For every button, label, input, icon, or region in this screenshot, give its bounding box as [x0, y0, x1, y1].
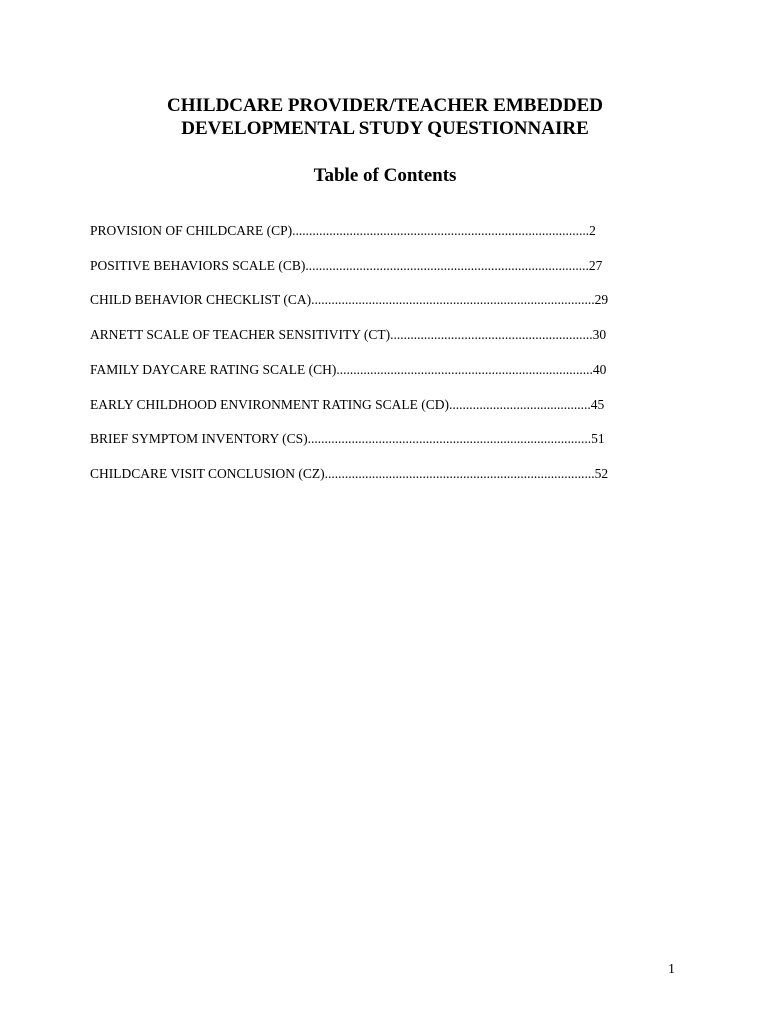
toc-heading: Table of Contents: [313, 165, 457, 186]
page-number: 1: [668, 962, 675, 977]
toc-entry-childcare-visit-conclusion[interactable]: CHILDCARE VISIT CONCLUSION (CZ)................................................................................52: [90, 466, 609, 481]
toc-entry-brief-symptom-inventory[interactable]: BRIEF SYMPTOM INVENTORY (CS)....................................................................................51: [90, 431, 605, 446]
toc-entry-early-childhood-environment-rating-scale[interactable]: EARLY CHILDHOOD ENVIRONMENT RATING SCALE (CD)..........................................45: [90, 397, 605, 412]
toc-entry-provision-of-childcare[interactable]: PROVISION OF CHILDCARE (CP)........................................................................................2: [90, 223, 596, 238]
document-title-line-2: DEVELOPMENTAL STUDY QUESTIONNAIRE: [181, 118, 589, 139]
toc-entry-family-daycare-rating-scale[interactable]: FAMILY DAYCARE RATING SCALE (CH)............................................................................40: [90, 362, 607, 377]
toc-entry-positive-behaviors-scale[interactable]: POSITIVE BEHAVIORS SCALE (CB)....................................................................................27: [90, 258, 603, 273]
document-title-line-1: CHILDCARE PROVIDER/TEACHER EMBEDDED: [167, 95, 603, 116]
toc-entry-arnett-scale[interactable]: ARNETT SCALE OF TEACHER SENSITIVITY (CT)............................................................30: [90, 327, 607, 342]
document-title: [0, 94, 770, 140]
toc-entry-child-behavior-checklist[interactable]: CHILD BEHAVIOR CHECKLIST (CA)....................................................................................29: [90, 292, 609, 307]
